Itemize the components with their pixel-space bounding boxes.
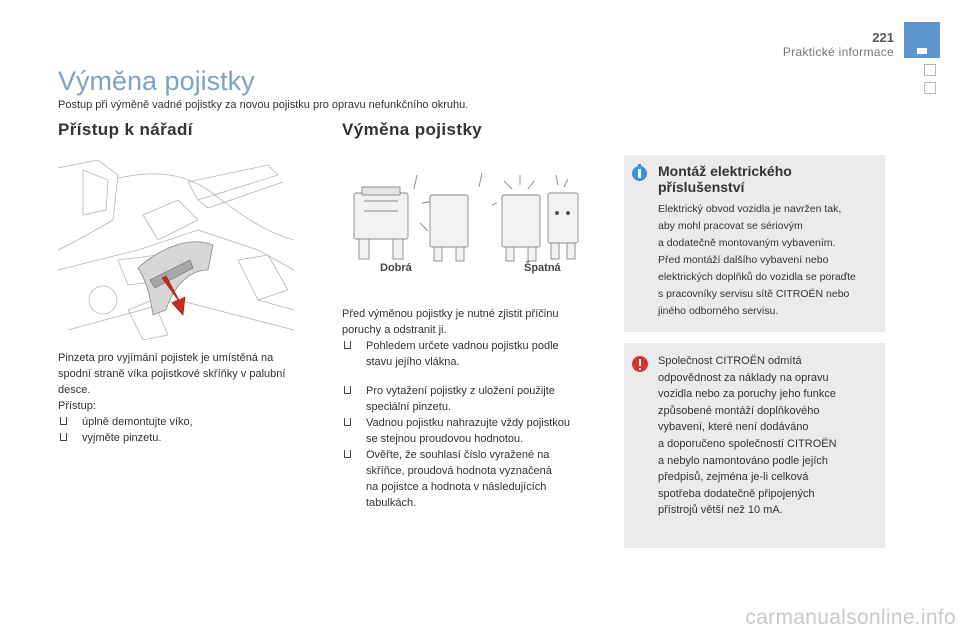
chapter-tab-empty[interactable] [924,82,936,94]
text-line: spotřeba dodatečně připojených [658,487,815,500]
bullet-marker-icon [344,418,351,426]
text-line: skříňce, proudová hodnota vyznačená [366,465,552,477]
info-icon [632,166,647,181]
fuse-condition-illustration [342,165,584,265]
text-line: s pracovníky servisu sítě CITROËN nebo [658,288,850,300]
text-line: a doporučeno společností CITROËN [658,437,837,450]
text-line: Elektrický obvod vozidla je navržen tak, [658,203,842,215]
text-line: vozidla nebo za poruchy jeho funkce [658,388,836,401]
bullet-marker-icon [344,386,351,394]
text-line: vybavení, které není dodáváno [658,421,809,434]
text-line: Před výměnou pojistky je nutné zjistit příčinu [342,308,559,320]
text-line: příslušenství [658,179,745,195]
text-line: na pojistce a hodnota v následujících [366,481,547,493]
warning-icon [632,356,648,372]
warning-box [624,343,885,548]
info-box-accessories [624,155,885,332]
text-line: přístrojů větší než 10 mA. [658,504,783,517]
text-line: tabulkách. [366,497,417,509]
text-line: úplně demontujte víko, [82,416,193,428]
page-subtitle: Postup při výměně vadné pojistky za novou pojistku pro opravu nefunkčního okruhu. [58,99,469,111]
text-line: poruchy a odstranit ji. [342,324,447,336]
info-box-title [658,163,868,195]
page-title: Výměna pojistky [58,66,255,96]
chapter-tab[interactable] [904,22,940,58]
text-line: předpisů, zejména je-li celková [658,471,809,484]
text-line: Před montáží dalšího vybavení nebo [658,254,829,266]
page-number: 221 [872,30,894,45]
text-line: speciální pinzetu. [366,401,451,413]
section-heading-fuse-replacement: Výměna pojistky [342,120,483,139]
text-line: Pinzeta pro vyjímání pojistek je umístěná na [58,352,274,364]
bullet-marker-icon [344,450,351,458]
text-line: Pro vytažení pojistky z uložení použijte [366,385,555,397]
text-line: a nebylo namontováno podle jejích [658,454,829,467]
chapter-tab-empty[interactable] [924,64,936,76]
text-line: a dodatečně montovaným vybavením. [658,237,836,249]
text-line: aby mohl pracovat se sériovým [658,220,803,232]
bullet-marker-icon [60,433,67,441]
text-line: Pohledem určete vadnou pojistku podle [366,340,559,352]
fuse-good-label: Dobrá [380,262,412,274]
bullet-item [342,383,602,415]
tool-location-text [58,350,298,446]
text-line: vyjměte pinzetu. [82,432,162,444]
bullet-item [342,338,602,370]
text-line: jiného odborného servisu. [658,305,779,317]
warning-box-text [658,353,880,519]
text-line: způsobené montáží doplňkového [658,404,820,417]
bullet-item [58,430,298,446]
info-box-text [658,201,880,320]
section-heading-tool-access: Přístup k nářadí [58,120,193,139]
text-line: spodní straně víka pojistkové skříňky v palubní [58,368,286,380]
section-name: Praktické informace [782,45,894,59]
bullet-item [342,447,602,511]
text-line: se stejnou proudovou hodnotou. [366,433,524,445]
text-line: Společnost CITROËN odmítá [658,355,802,367]
watermark: carmanualsonline.info [745,606,956,629]
fuse-replacement-text [342,306,602,511]
fuse-bad-label: Špatná [524,262,561,274]
text-line: elektrických doplňků do vozidla se poraďte [658,271,856,283]
text-line: Montáž elektrického [658,163,792,179]
access-label: Přístup: [58,400,96,412]
text-line: desce. [58,384,91,396]
text-line: Vadnou pojistku nahrazujte vždy pojistkou [366,417,571,429]
text-line: stavu jejího vlákna. [366,356,460,368]
bullet-marker-icon [60,417,67,425]
text-line: odpovědnost za náklady na opravu [658,371,829,384]
bullet-item [342,415,602,447]
text-line: Ověřte, že souhlasí číslo vyražené na [366,449,550,461]
bullet-item [58,414,298,430]
dashboard-fusebox-illustration [58,160,294,340]
bullet-marker-icon [344,341,351,349]
